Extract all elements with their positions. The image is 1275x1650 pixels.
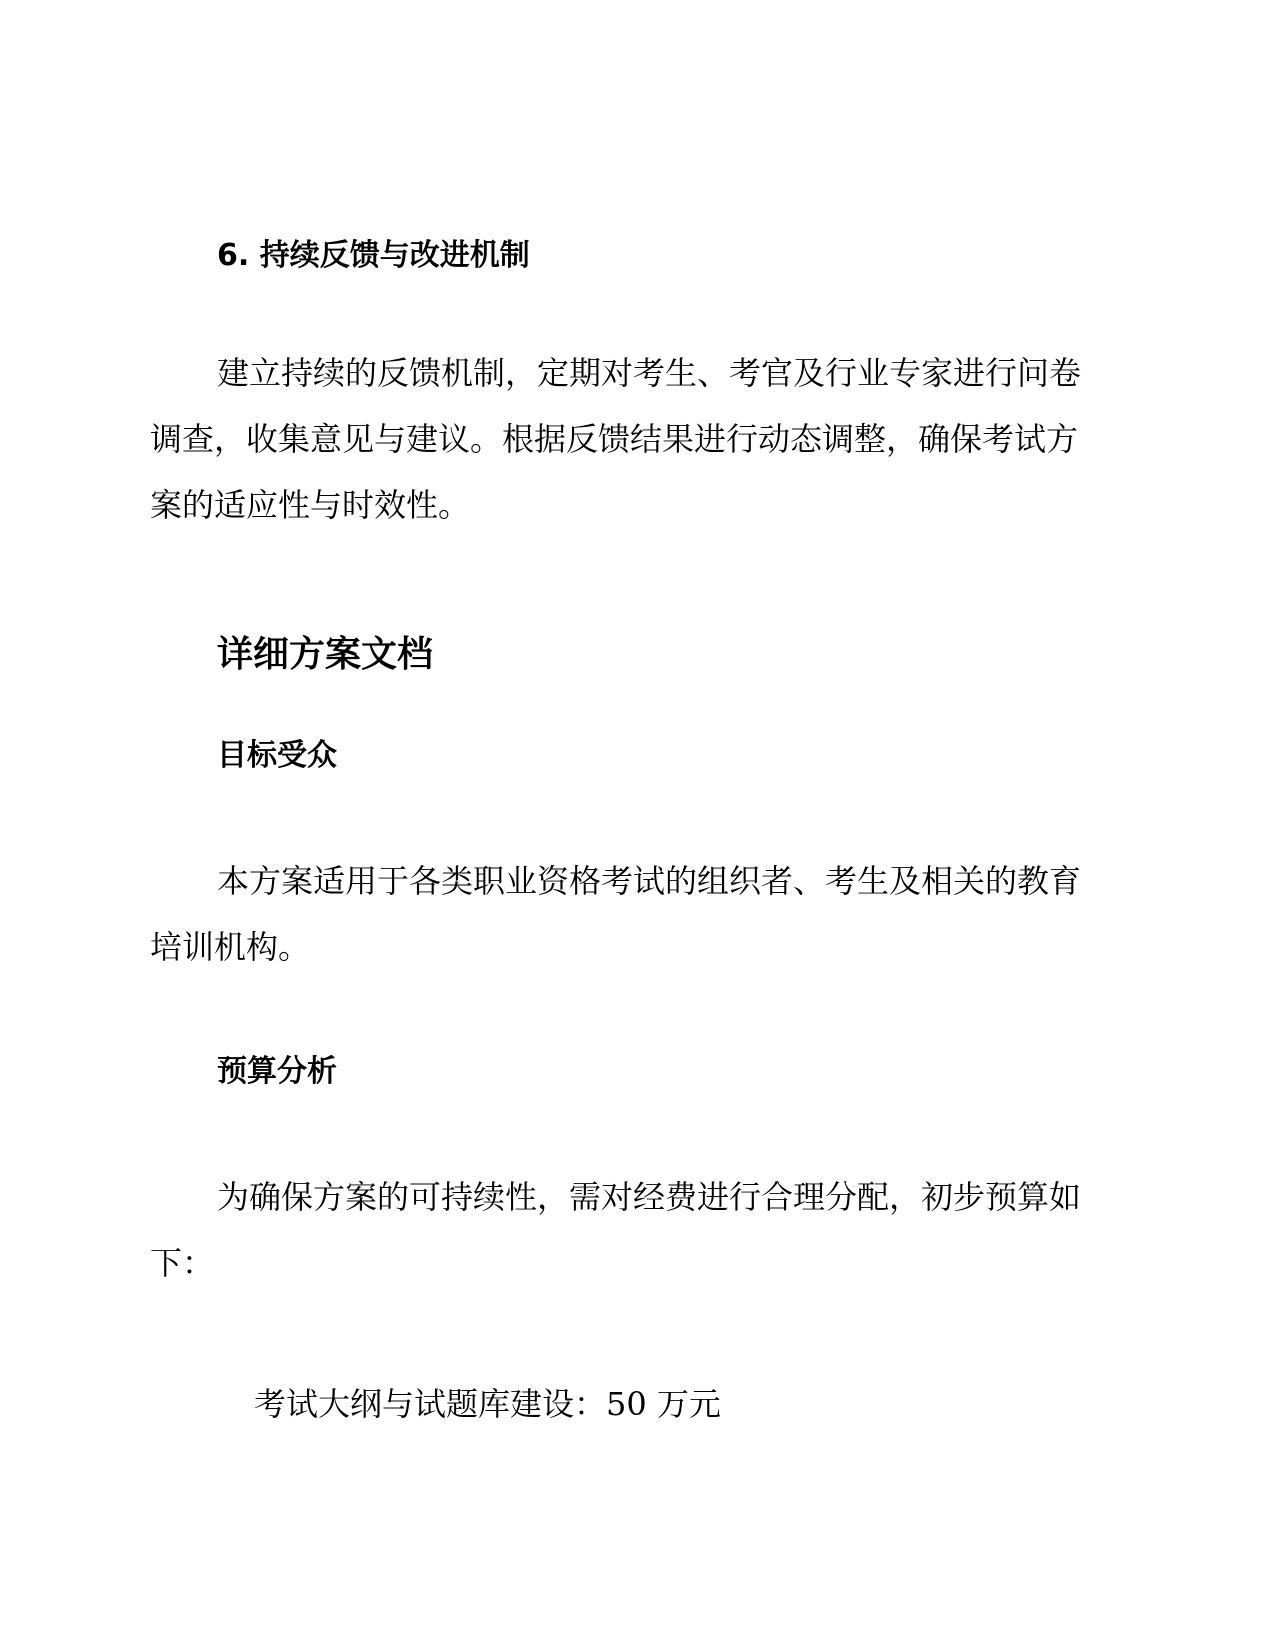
document-title-heading: 详细方案文档 <box>217 634 434 675</box>
paragraph-audience <box>150 848 1130 980</box>
paragraph-line: 建立持续的反馈机制，定期对考生、考官及行业专家进行问卷 <box>217 354 1082 392</box>
paragraph-line: 本方案适用于各类职业资格考试的组织者、考生及相关的教育 <box>217 862 1082 900</box>
paragraph-line: 为确保方案的可持续性，需对经费进行合理分配，初步预算如 <box>217 1178 1082 1216</box>
paragraph-line: 案的适应性与时效性。 <box>150 486 471 524</box>
paragraph-line: 调查，收集意见与建议。根据反馈结果进行动态调整，确保考试方 <box>150 420 1079 458</box>
paragraph-line: 培训机构。 <box>150 928 311 966</box>
paragraph-budget <box>150 1164 1130 1296</box>
section-heading-feedback: 6. 持续反馈与改进机制 <box>217 238 530 273</box>
section-heading-audience: 目标受众 <box>217 738 337 773</box>
paragraph-line: 下： <box>150 1244 215 1282</box>
paragraph-feedback <box>150 340 1130 538</box>
budget-list-item: 考试大纲与试题库建设：50 万元 <box>254 1385 721 1423</box>
section-heading-budget: 预算分析 <box>217 1054 337 1089</box>
